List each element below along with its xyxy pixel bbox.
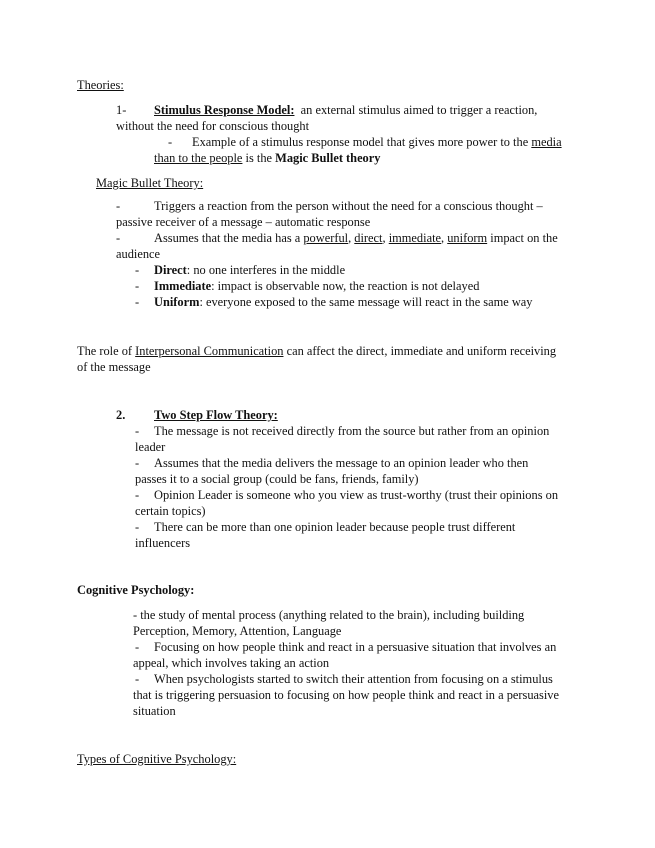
term-powerful: powerful xyxy=(303,231,349,245)
theory-1-desc-a: an external stimulus aimed to trigger a reaction, xyxy=(300,103,538,117)
theory-1-line-1 xyxy=(154,102,537,118)
immediate-dash: - xyxy=(135,279,140,293)
two-step-b2-dash: - xyxy=(135,456,140,470)
two-step-b3-dash: - xyxy=(135,488,140,502)
magic-bullet-b2-a: Assumes that the media has a xyxy=(154,231,301,245)
theory-2-number: 2. xyxy=(116,408,126,422)
direct-term: Direct xyxy=(154,263,187,277)
uniform-line xyxy=(154,294,533,310)
cognitive-b2-a: Focusing on how people think and react in a persuasive situation that involves an xyxy=(154,640,557,654)
two-step-b1-a: The message is not received directly from the source but rather from an opinion xyxy=(154,424,550,438)
direct-dash: - xyxy=(135,263,140,277)
cognitive-b3-dash: - xyxy=(135,672,140,686)
term-direct: direct xyxy=(354,231,383,245)
uniform-text: : everyone exposed to the same message will react in the same way xyxy=(199,295,533,309)
cognitive-b3-b: that is triggering persuasion to focusing on how people think and react in a persuasive xyxy=(133,688,559,702)
magic-bullet-b1-b: passive receiver of a message – automatic response xyxy=(116,215,371,229)
theory-1-title: Stimulus Response Model: xyxy=(154,103,295,117)
uniform-dash: - xyxy=(135,295,140,309)
two-step-b4-b: influencers xyxy=(135,536,191,550)
interpersonal-line-1 xyxy=(77,343,556,359)
theory-1-example-media: media xyxy=(531,135,562,149)
cognitive-b3-a: When psychologists started to switch their attention from focusing on a stimulus xyxy=(154,672,553,686)
interpersonal-term: Interpersonal Communication xyxy=(135,344,284,358)
interpersonal-c: of the message xyxy=(77,360,151,374)
two-step-b4-a: There can be more than one opinion leader because people trust different xyxy=(154,520,516,534)
theory-1-number: 1- xyxy=(116,103,127,117)
immediate-text: : impact is observable now, the reaction is not delayed xyxy=(211,279,480,293)
two-step-b2-b: passes it to a social group (could be fans, friends, family) xyxy=(135,472,419,486)
cognitive-b3-c: situation xyxy=(133,704,176,718)
theory-1-example-is: is the xyxy=(245,151,273,165)
theory-1-desc-b: without the need for conscious thought xyxy=(116,119,310,133)
cognitive-b2-dash: - xyxy=(135,640,140,654)
immediate-term: Immediate xyxy=(154,279,212,293)
types-heading: Types of Cognitive Psychology: xyxy=(77,752,237,766)
interpersonal-b: can affect the direct, immediate and uniform receiving xyxy=(286,344,557,358)
magic-bullet-b1-a: Triggers a reaction from the person without the need for a conscious thought – xyxy=(154,199,543,213)
two-step-b3-b: certain topics) xyxy=(135,504,206,518)
theory-1-example-text: Example of a stimulus response model that gives more power to the xyxy=(192,135,529,149)
theories-heading: Theories: xyxy=(77,78,124,92)
magic-bullet-b2-dash: - xyxy=(116,231,121,245)
theory-1-example-line-1 xyxy=(192,134,562,150)
uniform-term: Uniform xyxy=(154,295,200,309)
theory-1-example-dash: - xyxy=(168,135,173,149)
interpersonal-a: The role of xyxy=(77,344,133,358)
cognitive-b1-a: - the study of mental process (anything related to the brain), including building xyxy=(133,608,525,622)
theory-1-example-than: than to the people xyxy=(154,151,243,165)
two-step-b1-b: leader xyxy=(135,440,166,454)
direct-text: : no one interferes in the middle xyxy=(186,263,346,277)
cognitive-b1-b: Perception, Memory, Attention, Language xyxy=(133,624,342,638)
magic-bullet-b2-end: impact on the xyxy=(490,231,558,245)
direct-line xyxy=(154,262,345,278)
term-uniform: uniform xyxy=(447,231,488,245)
magic-bullet-b1-dash: - xyxy=(116,199,121,213)
two-step-b4-dash: - xyxy=(135,520,140,534)
theory-1-example-line-2 xyxy=(154,150,380,166)
magic-bullet-b2-b: audience xyxy=(116,247,161,261)
term-immediate: immediate xyxy=(388,231,442,245)
cognitive-b2-b: appeal, which involves taking an action xyxy=(133,656,330,670)
immediate-line xyxy=(154,278,479,294)
magic-bullet-b2-line: Assumes that the media has a powerful, direct, immediate, uniform impact on the xyxy=(154,231,558,245)
magic-bullet-heading: Magic Bullet Theory: xyxy=(96,176,204,190)
theory-2-title: Two Step Flow Theory: xyxy=(154,408,278,422)
two-step-b2-a: Assumes that the media delivers the message to an opinion leader who then xyxy=(154,456,529,470)
theory-1-example-theory: Magic Bullet theory xyxy=(275,151,381,165)
two-step-b1-dash: - xyxy=(135,424,140,438)
two-step-b3-a: Opinion Leader is someone who you view as trust-worthy (trust their opinions on xyxy=(154,488,559,502)
cognitive-heading: Cognitive Psychology: xyxy=(77,583,195,597)
